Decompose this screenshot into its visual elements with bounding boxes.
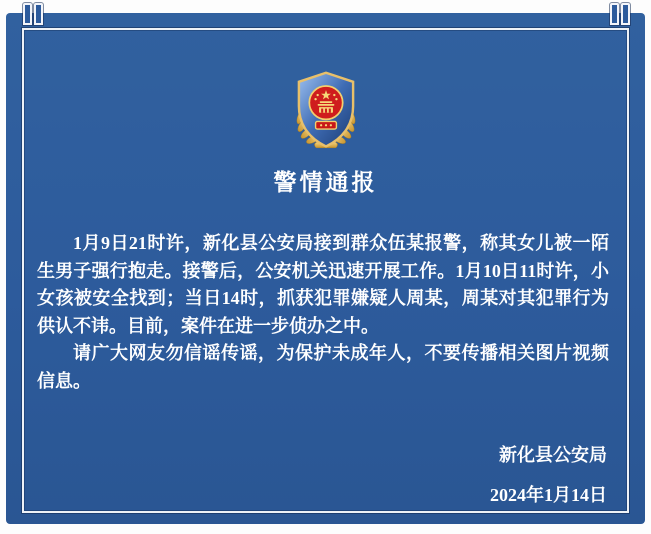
clip-tab	[34, 3, 43, 25]
notice-card	[6, 13, 645, 524]
clip-tab	[621, 3, 630, 25]
notice-paragraph-2: 请广大网友勿信谣传谣，为保护未成年人，不要传播相关图片视频信息。	[37, 343, 609, 391]
issuing-authority: 新化县公安局	[499, 445, 607, 465]
clip-tab	[23, 3, 32, 25]
notice-title: 警情通报	[273, 169, 378, 195]
inner-frame	[22, 28, 629, 513]
notice-body	[37, 230, 609, 395]
clip-tab	[610, 3, 619, 25]
signature-block	[24, 442, 627, 509]
notice-paragraph-1: 1月9日21时许，新化县公安局接到群众伍某报警，称其女儿被一陌生男子强行抱走。接警后，公安机关迅速开展工作。1月10日11时许，小女孩被安全找到；当日14时，抓获犯罪嫌疑人周某，周某对其犯罪行为供认不讳。目前，案件在进一步侦办之中。	[37, 233, 609, 336]
notice-date: 2024年1月14日	[490, 485, 607, 505]
police-badge-icon	[291, 70, 361, 152]
